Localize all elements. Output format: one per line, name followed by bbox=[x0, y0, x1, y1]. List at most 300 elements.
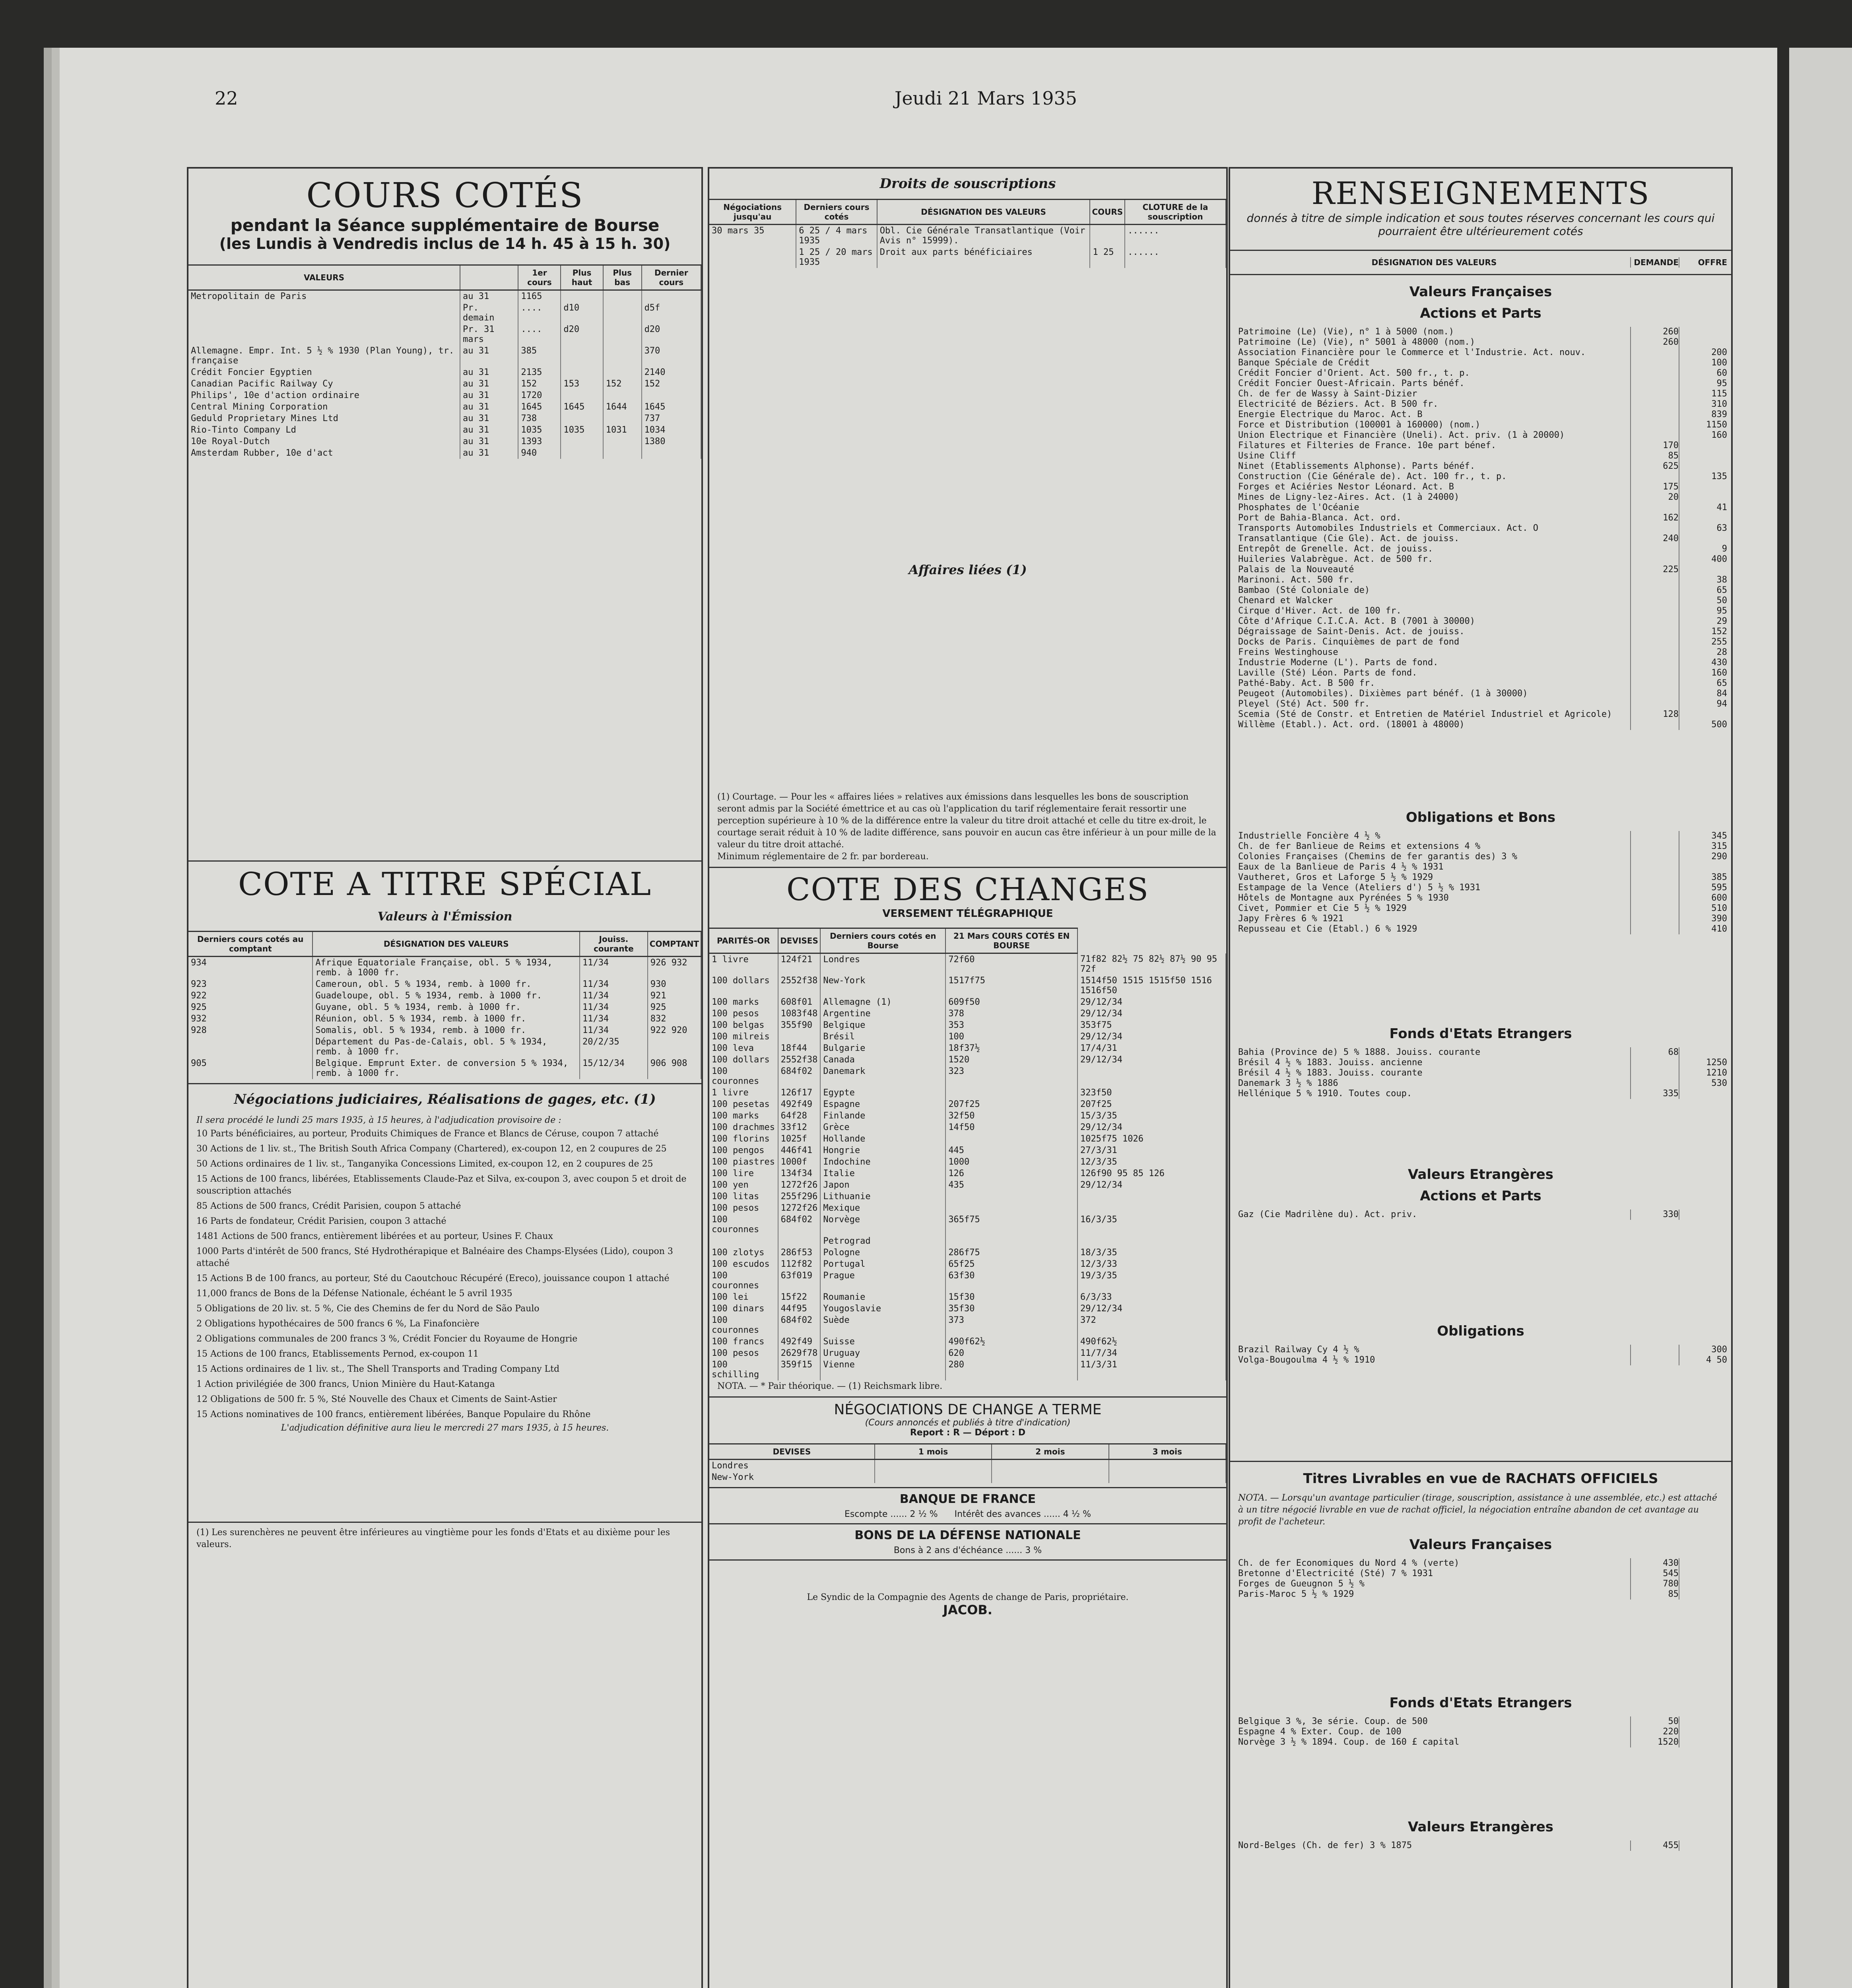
rens-offre bbox=[1679, 461, 1731, 472]
table-cell: 100 litas bbox=[709, 1191, 778, 1202]
table-row bbox=[188, 367, 701, 378]
negociation-item: 16 Parts de fondateur, Crédit Parisien, coupon 3 attaché bbox=[196, 1216, 446, 1226]
column-header: Dernier cours bbox=[642, 265, 701, 290]
table-row bbox=[188, 345, 701, 367]
rens-offre: 29 bbox=[1679, 616, 1731, 627]
table-cell: 27/3/31 bbox=[1077, 1145, 1226, 1156]
table-cell: .... bbox=[518, 324, 561, 345]
rens-row bbox=[1230, 368, 1731, 379]
rens-name: Patrimoine (Le) (Vie), n° 5001 à 48000 (nom.) bbox=[1238, 337, 1475, 347]
table-row bbox=[188, 378, 701, 390]
rens-name: Marinoni. Act. 500 fr. bbox=[1238, 575, 1354, 585]
rens-row bbox=[1230, 1209, 1731, 1220]
table-cell: au 31 bbox=[460, 413, 518, 424]
table-cell: 940 bbox=[518, 447, 561, 459]
table-cell: 1025f75 1026 bbox=[1077, 1133, 1226, 1145]
table-cell: 100 lire bbox=[709, 1168, 778, 1179]
table-cell: 29/12/34 bbox=[1077, 996, 1226, 1008]
rens-demande bbox=[1630, 1345, 1679, 1355]
table-cell: Vienne bbox=[820, 1359, 945, 1380]
rens-row bbox=[1230, 1047, 1731, 1058]
rens-row bbox=[1230, 852, 1731, 862]
table-row bbox=[709, 1179, 1226, 1191]
table-cell: 134f34 bbox=[778, 1168, 821, 1179]
table-cell: 44f95 bbox=[778, 1303, 821, 1314]
negociations-outro: L'adjudication définitive aura lieu le mercredi 27 mars 1935, à 15 heures. bbox=[281, 1423, 609, 1433]
table-cell: Argentine bbox=[820, 1008, 945, 1019]
rens-name: Usine Cliff bbox=[1238, 451, 1296, 461]
table-cell: 207f25 bbox=[1077, 1099, 1226, 1110]
rens-rows bbox=[1230, 327, 1731, 730]
table-cell: Mexique bbox=[820, 1202, 945, 1214]
table-cell: 11/3/31 bbox=[1077, 1359, 1226, 1380]
table-row bbox=[188, 302, 701, 324]
rens-name: Espagne 4 % Exter. Coup. de 100 bbox=[1238, 1727, 1402, 1737]
cours-cotes-title: COURS COTÉS bbox=[306, 176, 584, 215]
rens-row bbox=[1230, 461, 1731, 472]
rens-name: Bretonne d'Electricité (Sté) 7 % 1931 bbox=[1238, 1569, 1433, 1578]
table-cell: au 31 bbox=[460, 447, 518, 459]
table-cell: 126f17 bbox=[778, 1087, 821, 1099]
rens-row bbox=[1230, 627, 1731, 637]
table-cell: 11/7/34 bbox=[1077, 1347, 1226, 1359]
rachats-rows bbox=[1230, 1558, 1731, 1600]
rens-name: Côte d'Afrique C.I.C.A. Act. B (7001 à 30000) bbox=[1238, 616, 1475, 626]
table-cell: 126f90 95 85 126 bbox=[1077, 1168, 1226, 1179]
table-cell: 29/12/34 bbox=[1077, 1008, 1226, 1019]
table-cell: Allemagne (1) bbox=[820, 996, 945, 1008]
table-cell bbox=[603, 324, 642, 345]
rens-offre: 1250 bbox=[1679, 1058, 1731, 1068]
table-cell bbox=[945, 1235, 1077, 1247]
table-row bbox=[188, 401, 701, 413]
rens-name: Docks de Paris. Cinquièmes de part de fond bbox=[1238, 637, 1460, 647]
changes-table bbox=[709, 928, 1226, 1380]
rens-name: Belgique 3 %, 3e série. Coup. de 500 bbox=[1238, 1716, 1428, 1726]
rens-name: Scemia (Sté de Constr. et Entretien de Matériel Industriel et Agricole) bbox=[1238, 709, 1612, 719]
rens-name: Forges de Gueugnon 5 ½ % bbox=[1238, 1579, 1365, 1589]
table-cell: 255f296 bbox=[778, 1191, 821, 1202]
rens-offre bbox=[1679, 1569, 1731, 1579]
rens-name: Pathé-Baby. Act. B 500 fr. bbox=[1238, 678, 1375, 688]
rens-row bbox=[1230, 678, 1731, 689]
table-cell: 100 leva bbox=[709, 1043, 778, 1054]
rens-offre bbox=[1679, 1840, 1731, 1851]
table-cell: 378 bbox=[945, 1008, 1077, 1019]
table-cell: 286f75 bbox=[945, 1247, 1077, 1258]
table-cell: 359f15 bbox=[778, 1359, 821, 1380]
table-row bbox=[188, 990, 701, 1002]
table-row bbox=[709, 225, 1226, 247]
rens-offre: 160 bbox=[1679, 668, 1731, 678]
rens-row bbox=[1230, 358, 1731, 368]
rens-demande: 430 bbox=[1630, 1558, 1679, 1569]
rens-row bbox=[1230, 862, 1731, 872]
table-cell: 490f62½ bbox=[1077, 1336, 1226, 1347]
table-cell: 152 bbox=[518, 378, 561, 390]
table-cell: 100 dollars bbox=[709, 1054, 778, 1066]
table-cell: Rio-Tinto Company Ld bbox=[188, 424, 460, 436]
rens-row bbox=[1230, 585, 1731, 596]
table-cell: au 31 bbox=[460, 401, 518, 413]
rens-row bbox=[1230, 1068, 1731, 1078]
table-cell: 152 bbox=[603, 378, 642, 390]
table-row bbox=[709, 1191, 1226, 1202]
rens-obl2-rows bbox=[1230, 1345, 1731, 1365]
rens-offre bbox=[1679, 441, 1731, 451]
table-row bbox=[188, 1025, 701, 1036]
banque-rates bbox=[709, 1509, 1226, 1519]
table-cell: 930 bbox=[648, 978, 701, 990]
rens-demande bbox=[1630, 903, 1679, 914]
table-cell: 1000f bbox=[778, 1156, 821, 1168]
table-cell: 100 pesos bbox=[709, 1347, 778, 1359]
rens-obligations: Obligations bbox=[1437, 1323, 1524, 1339]
rens-demande bbox=[1630, 606, 1679, 616]
table-cell bbox=[709, 247, 796, 268]
table-cell: 1035 bbox=[518, 424, 561, 436]
table-cell bbox=[992, 1459, 1108, 1472]
rens-row bbox=[1230, 441, 1731, 451]
table-cell: 11/34 bbox=[580, 1002, 648, 1013]
table-cell: 100 pesetas bbox=[709, 1099, 778, 1110]
table-cell: Obl. Cie Générale Transatlantique (Voir Avis n° 15999). bbox=[877, 225, 1090, 247]
column-header bbox=[460, 265, 518, 290]
rachats-ve-rows bbox=[1230, 1840, 1731, 1851]
rens-name: Ch. de fer Banlieue de Reims et extensions 4 % bbox=[1238, 841, 1481, 851]
table-cell: au 31 bbox=[460, 290, 518, 303]
table-cell: d20 bbox=[561, 324, 603, 345]
table-cell: 15/3/35 bbox=[1077, 1110, 1226, 1122]
rens-name: Laville (Sté) Léon. Parts de fond. bbox=[1238, 668, 1417, 678]
table-cell: 29/12/34 bbox=[1077, 1179, 1226, 1191]
table-cell: Indochine bbox=[820, 1156, 945, 1168]
table-cell: 370 bbox=[642, 345, 701, 367]
table-cell: Canadian Pacific Railway Cy bbox=[188, 378, 460, 390]
table-cell bbox=[875, 1472, 992, 1483]
table-cell: 29/12/34 bbox=[1077, 1303, 1226, 1314]
rens-row bbox=[1230, 1058, 1731, 1068]
rens-name: Norvège 3 ½ % 1894. Coup. de 160 £ capital bbox=[1238, 1737, 1460, 1747]
table-cell: 1644 bbox=[603, 401, 642, 413]
table-cell bbox=[1077, 1191, 1226, 1202]
column-header: 3 mois bbox=[1109, 1444, 1226, 1459]
table-cell bbox=[603, 302, 642, 324]
rens-obl-rows bbox=[1230, 831, 1731, 934]
table-row bbox=[188, 324, 701, 345]
table-row bbox=[709, 1270, 1226, 1291]
cote-special-subtitle: Valeurs à l'Émission bbox=[377, 910, 513, 924]
table-cell: 100 bbox=[945, 1031, 1077, 1043]
rens-demande bbox=[1630, 503, 1679, 513]
rens-demande: 175 bbox=[1630, 482, 1679, 492]
table-row bbox=[188, 978, 701, 990]
table-cell: New-York bbox=[709, 1472, 875, 1483]
rens-offre bbox=[1679, 534, 1731, 544]
table-cell: 1035 bbox=[561, 424, 603, 436]
table-cell: 1 livre bbox=[709, 1087, 778, 1099]
table-cell: 923 bbox=[188, 978, 313, 990]
table-cell: 928 bbox=[188, 1025, 313, 1036]
rens-row bbox=[1230, 689, 1731, 699]
rens-demande bbox=[1630, 389, 1679, 399]
negociation-item: 12 Obligations de 500 fr. 5 %, Sté Nouvelle des Chaux et Ciments de Saint-Astier bbox=[196, 1394, 557, 1404]
table-cell bbox=[603, 367, 642, 378]
table-row bbox=[709, 1168, 1226, 1179]
table-cell: Danemark bbox=[820, 1066, 945, 1087]
rens-name: Banque Spéciale de Crédit bbox=[1238, 358, 1370, 368]
rens-demande bbox=[1630, 647, 1679, 658]
rens-row bbox=[1230, 513, 1731, 523]
table-cell: 29/12/34 bbox=[1077, 1122, 1226, 1133]
table-cell: 100 pesos bbox=[709, 1202, 778, 1214]
table-cell bbox=[945, 1191, 1077, 1202]
rens-demande bbox=[1630, 399, 1679, 410]
table-cell: Droit aux parts bénéficiaires bbox=[877, 247, 1090, 268]
table-cell: Canada bbox=[820, 1054, 945, 1066]
column-header: Négociations jusqu'au bbox=[709, 200, 796, 225]
table-cell: 32f50 bbox=[945, 1110, 1077, 1122]
rens-row bbox=[1230, 1078, 1731, 1089]
rens-demande bbox=[1630, 914, 1679, 924]
rens-name: Japy Frères 6 % 1921 bbox=[1238, 914, 1343, 924]
table-cell: 65f25 bbox=[945, 1258, 1077, 1270]
table-cell bbox=[188, 302, 460, 324]
table-cell: Somalis, obl. 5 % 1934, remb. à 1000 fr. bbox=[313, 1025, 580, 1036]
rens-offre: 1210 bbox=[1679, 1068, 1731, 1078]
rens-name: Ch. de fer Economiques du Nord 4 % (verte) bbox=[1238, 1558, 1460, 1568]
negociations-footnote: (1) Les surenchères ne peuvent être inférieures au vingtième pour les fonds d'Etats et au dixième pour les valeurs. bbox=[196, 1528, 670, 1549]
column-cours-cotes bbox=[187, 167, 703, 1988]
rachats-note: NOTA. — Lorsqu'un avantage particulier (tirage, souscription, assistance à une assemblée, etc.) est attaché à un titre négocié livrable en vue de rachat officiel, la négociation entraîne abandon de cet avantage au profit de l'acheteur. bbox=[1238, 1493, 1717, 1527]
rens-name: Patrimoine (Le) (Vie), n° 1 à 5000 (nom.) bbox=[1238, 327, 1454, 337]
table-row bbox=[188, 1013, 701, 1025]
terme-title: NÉGOCIATIONS DE CHANGE A TERME bbox=[834, 1401, 1102, 1418]
cote-special-table bbox=[188, 931, 701, 1079]
rens-demande bbox=[1630, 358, 1679, 368]
rens-row bbox=[1230, 472, 1731, 482]
negociation-item: 15 Actions de 100 francs, libérées, Etablissements Claude-Paz et Silva, ex-coupon 3, avec coupon 5 et droit de souscription attachés bbox=[196, 1174, 687, 1196]
rens-name: Cirque d'Hiver. Act. de 100 fr. bbox=[1238, 606, 1402, 616]
table-cell: Cameroun, obl. 5 % 1934, remb. à 1000 fr. bbox=[313, 978, 580, 990]
table-cell: 35f30 bbox=[945, 1303, 1077, 1314]
table-cell: 323f50 bbox=[1077, 1087, 1226, 1099]
rens-offre bbox=[1679, 709, 1731, 720]
table-cell: 355f90 bbox=[778, 1019, 821, 1031]
table-cell: Belgique bbox=[820, 1019, 945, 1031]
rens-offre: 290 bbox=[1679, 852, 1731, 862]
table-cell: Guyane, obl. 5 % 1934, remb. à 1000 fr. bbox=[313, 1002, 580, 1013]
column-header: DEVISES bbox=[709, 1444, 875, 1459]
rens-demande: 220 bbox=[1630, 1727, 1679, 1737]
table-cell bbox=[1109, 1472, 1226, 1483]
rens-name: Peugeot (Automobiles). Dixièmes part bénéf. (1 à 30000) bbox=[1238, 689, 1528, 699]
rens-row bbox=[1230, 523, 1731, 534]
table-cell: Lithuanie bbox=[820, 1191, 945, 1202]
table-cell bbox=[561, 290, 603, 303]
table-cell bbox=[561, 413, 603, 424]
table-cell: au 31 bbox=[460, 390, 518, 401]
rens-demande: 50 bbox=[1630, 1716, 1679, 1727]
rens-ve-actions: Actions et Parts bbox=[1420, 1188, 1541, 1204]
rens-offre: 100 bbox=[1679, 358, 1731, 368]
rens-offre bbox=[1679, 1047, 1731, 1058]
rens-row bbox=[1230, 1579, 1731, 1589]
rens-row bbox=[1230, 399, 1731, 410]
column-renseignements bbox=[1229, 167, 1733, 1988]
droits-table bbox=[709, 199, 1226, 268]
rens-row bbox=[1230, 720, 1731, 730]
rens-row bbox=[1230, 1737, 1731, 1747]
table-cell: 100 marks bbox=[709, 1110, 778, 1122]
rens-demande: 225 bbox=[1630, 565, 1679, 575]
table-row bbox=[709, 1019, 1226, 1031]
rens-demande: 335 bbox=[1630, 1089, 1679, 1099]
rens-row bbox=[1230, 337, 1731, 348]
rens-row bbox=[1230, 606, 1731, 616]
table-cell: au 31 bbox=[460, 345, 518, 367]
column-header: COURS bbox=[1090, 200, 1125, 225]
table-cell: 608f01 bbox=[778, 996, 821, 1008]
table-row bbox=[709, 1336, 1226, 1347]
rens-offre: 84 bbox=[1679, 689, 1731, 699]
table-row bbox=[188, 1002, 701, 1013]
signature-line: Le Syndic de la Compagnie des Agents de change de Paris, propriétaire. bbox=[807, 1592, 1129, 1602]
table-cell: 1645 bbox=[642, 401, 701, 413]
rens-demande bbox=[1630, 852, 1679, 862]
rens-offre bbox=[1679, 327, 1731, 337]
table-cell bbox=[603, 290, 642, 303]
table-cell: 1 25 / 20 mars 1935 bbox=[796, 247, 877, 268]
rens-demande bbox=[1630, 658, 1679, 668]
table-cell: 100 lei bbox=[709, 1291, 778, 1303]
table-row bbox=[709, 1066, 1226, 1087]
page-date: Jeudi 21 Mars 1935 bbox=[895, 87, 1077, 109]
rens-name: Mines de Ligny-lez-Aires. Act. (1 à 24000) bbox=[1238, 492, 1460, 502]
table-cell: 385 bbox=[518, 345, 561, 367]
rens-row bbox=[1230, 596, 1731, 606]
table-cell bbox=[1077, 1235, 1226, 1247]
table-cell: 18f44 bbox=[778, 1043, 821, 1054]
rens-name: Brazil Railway Cy 4 ½ % bbox=[1238, 1345, 1359, 1355]
table-cell bbox=[603, 390, 642, 401]
rens-name: Chenard et Walcker bbox=[1238, 596, 1333, 606]
table-row bbox=[709, 1099, 1226, 1110]
negociation-item: 2 Obligations communales de 200 francs 3 %, Crédit Foncier du Royaume de Hongrie bbox=[196, 1334, 578, 1344]
table-cell: 1165 bbox=[518, 290, 561, 303]
table-cell: Belgique. Emprunt Exter. de conversion 5 % 1934, remb. à 1000 fr. bbox=[313, 1058, 580, 1079]
rens-offre: 95 bbox=[1679, 379, 1731, 389]
rens-name: Ninet (Etablissements Alphonse). Parts bénéf. bbox=[1238, 461, 1475, 471]
table-cell: 10e Royal-Dutch bbox=[188, 436, 460, 447]
rens-demande bbox=[1630, 668, 1679, 678]
rens-demande: 625 bbox=[1630, 461, 1679, 472]
rens-offre: 94 bbox=[1679, 699, 1731, 709]
table-cell: Bulgarie bbox=[820, 1043, 945, 1054]
rens-demande: 240 bbox=[1630, 534, 1679, 544]
table-cell: .... bbox=[518, 302, 561, 324]
changes-title: COTE DES CHANGES bbox=[786, 872, 1149, 908]
rens-offre: 300 bbox=[1679, 1345, 1731, 1355]
table-cell: 492f49 bbox=[778, 1099, 821, 1110]
table-cell: 446f41 bbox=[778, 1145, 821, 1156]
rens-demande: 1520 bbox=[1630, 1737, 1679, 1747]
rens-name: Hellénique 5 % 1910. Toutes coup. bbox=[1238, 1089, 1412, 1099]
negociation-item: 10 Parts bénéficiaires, au porteur, Produits Chimiques de France et Blancs de Céruse, coupon 7 attaché bbox=[196, 1129, 659, 1139]
cours-cotes-subtitle: pendant la Séance supplémentaire de Bourse bbox=[230, 215, 660, 235]
table-cell: Japon bbox=[820, 1179, 945, 1191]
rens-row bbox=[1230, 534, 1731, 544]
table-cell: au 31 bbox=[460, 367, 518, 378]
table-cell bbox=[778, 1031, 821, 1043]
changes-subtitle: VERSEMENT TÉLÉGRAPHIQUE bbox=[882, 908, 1053, 920]
column-header: Derniers cours cotés au comptant bbox=[188, 932, 313, 957]
rens-demande bbox=[1630, 544, 1679, 554]
table-cell: 100 francs bbox=[709, 1336, 778, 1347]
table-cell bbox=[648, 1036, 701, 1058]
column-header: PARITÉS-OR bbox=[709, 928, 778, 953]
table-cell: Metropolitain de Paris bbox=[188, 290, 460, 303]
rens-name: Forges et Aciéries Nestor Léonard. Act. B bbox=[1238, 482, 1454, 492]
table-cell: 207f25 bbox=[945, 1099, 1077, 1110]
table-cell: d5f bbox=[642, 302, 701, 324]
table-row bbox=[709, 1247, 1226, 1258]
rens-offre: 310 bbox=[1679, 399, 1731, 410]
rens-name: Hôtels de Montagne aux Pyrénées 5 % 1930 bbox=[1238, 893, 1449, 903]
column-header: Plus bas bbox=[603, 265, 642, 290]
rens-row bbox=[1230, 503, 1731, 513]
rens-offre: 1150 bbox=[1679, 420, 1731, 430]
table-cell: 921 bbox=[648, 990, 701, 1002]
table-cell: 16/3/35 bbox=[1077, 1214, 1226, 1235]
table-cell bbox=[1077, 1066, 1226, 1087]
signature-name: JACOB. bbox=[943, 1602, 992, 1617]
rens-row bbox=[1230, 709, 1731, 720]
negociation-item: 15 Actions de 100 francs, Etablissements Pernod, ex-coupon 11 bbox=[196, 1349, 479, 1359]
table-cell bbox=[188, 1036, 313, 1058]
negociation-item: 11,000 francs de Bons de la Défense Nationale, échéant le 5 avril 1935 bbox=[196, 1289, 513, 1299]
rens-row bbox=[1230, 658, 1731, 668]
table-row bbox=[188, 957, 701, 979]
rens-name: Energie Electrique du Maroc. Act. B bbox=[1238, 410, 1423, 419]
rens-demande: 780 bbox=[1630, 1579, 1679, 1589]
table-cell: 1 25 bbox=[1090, 247, 1125, 268]
table-cell: 2552f38 bbox=[778, 975, 821, 996]
table-cell: 11/34 bbox=[580, 957, 648, 979]
table-cell: New-York bbox=[820, 975, 945, 996]
table-cell: 280 bbox=[945, 1359, 1077, 1380]
rens-row bbox=[1230, 575, 1731, 585]
rens-offre: 315 bbox=[1679, 841, 1731, 852]
table-cell bbox=[945, 1087, 1077, 1099]
table-row bbox=[709, 1145, 1226, 1156]
negociation-item: 5 Obligations de 20 liv. st. 5 %, Cie des Chemins de fer du Nord de São Paulo bbox=[196, 1304, 540, 1314]
table-row bbox=[188, 290, 701, 303]
table-cell: 1272f26 bbox=[778, 1202, 821, 1214]
table-cell: Département du Pas-de-Calais, obl. 5 % 1934, remb. à 1000 fr. bbox=[313, 1036, 580, 1058]
table-cell bbox=[188, 324, 460, 345]
table-row bbox=[709, 1133, 1226, 1145]
table-row bbox=[709, 1031, 1226, 1043]
table-cell: 353f75 bbox=[1077, 1019, 1226, 1031]
rens-row bbox=[1230, 1569, 1731, 1579]
rens-name: Filatures et Filteries de France. 10e part bénef. bbox=[1238, 441, 1497, 450]
table-cell bbox=[945, 1133, 1077, 1145]
rens-offre bbox=[1679, 492, 1731, 503]
cours-cotes-hours: (les Lundis à Vendredis inclus de 14 h. 45 à 15 h. 30) bbox=[219, 235, 671, 252]
rens-offre bbox=[1679, 1209, 1731, 1220]
rens-name: Entrepôt de Grenelle. Act. de jouiss. bbox=[1238, 544, 1433, 554]
